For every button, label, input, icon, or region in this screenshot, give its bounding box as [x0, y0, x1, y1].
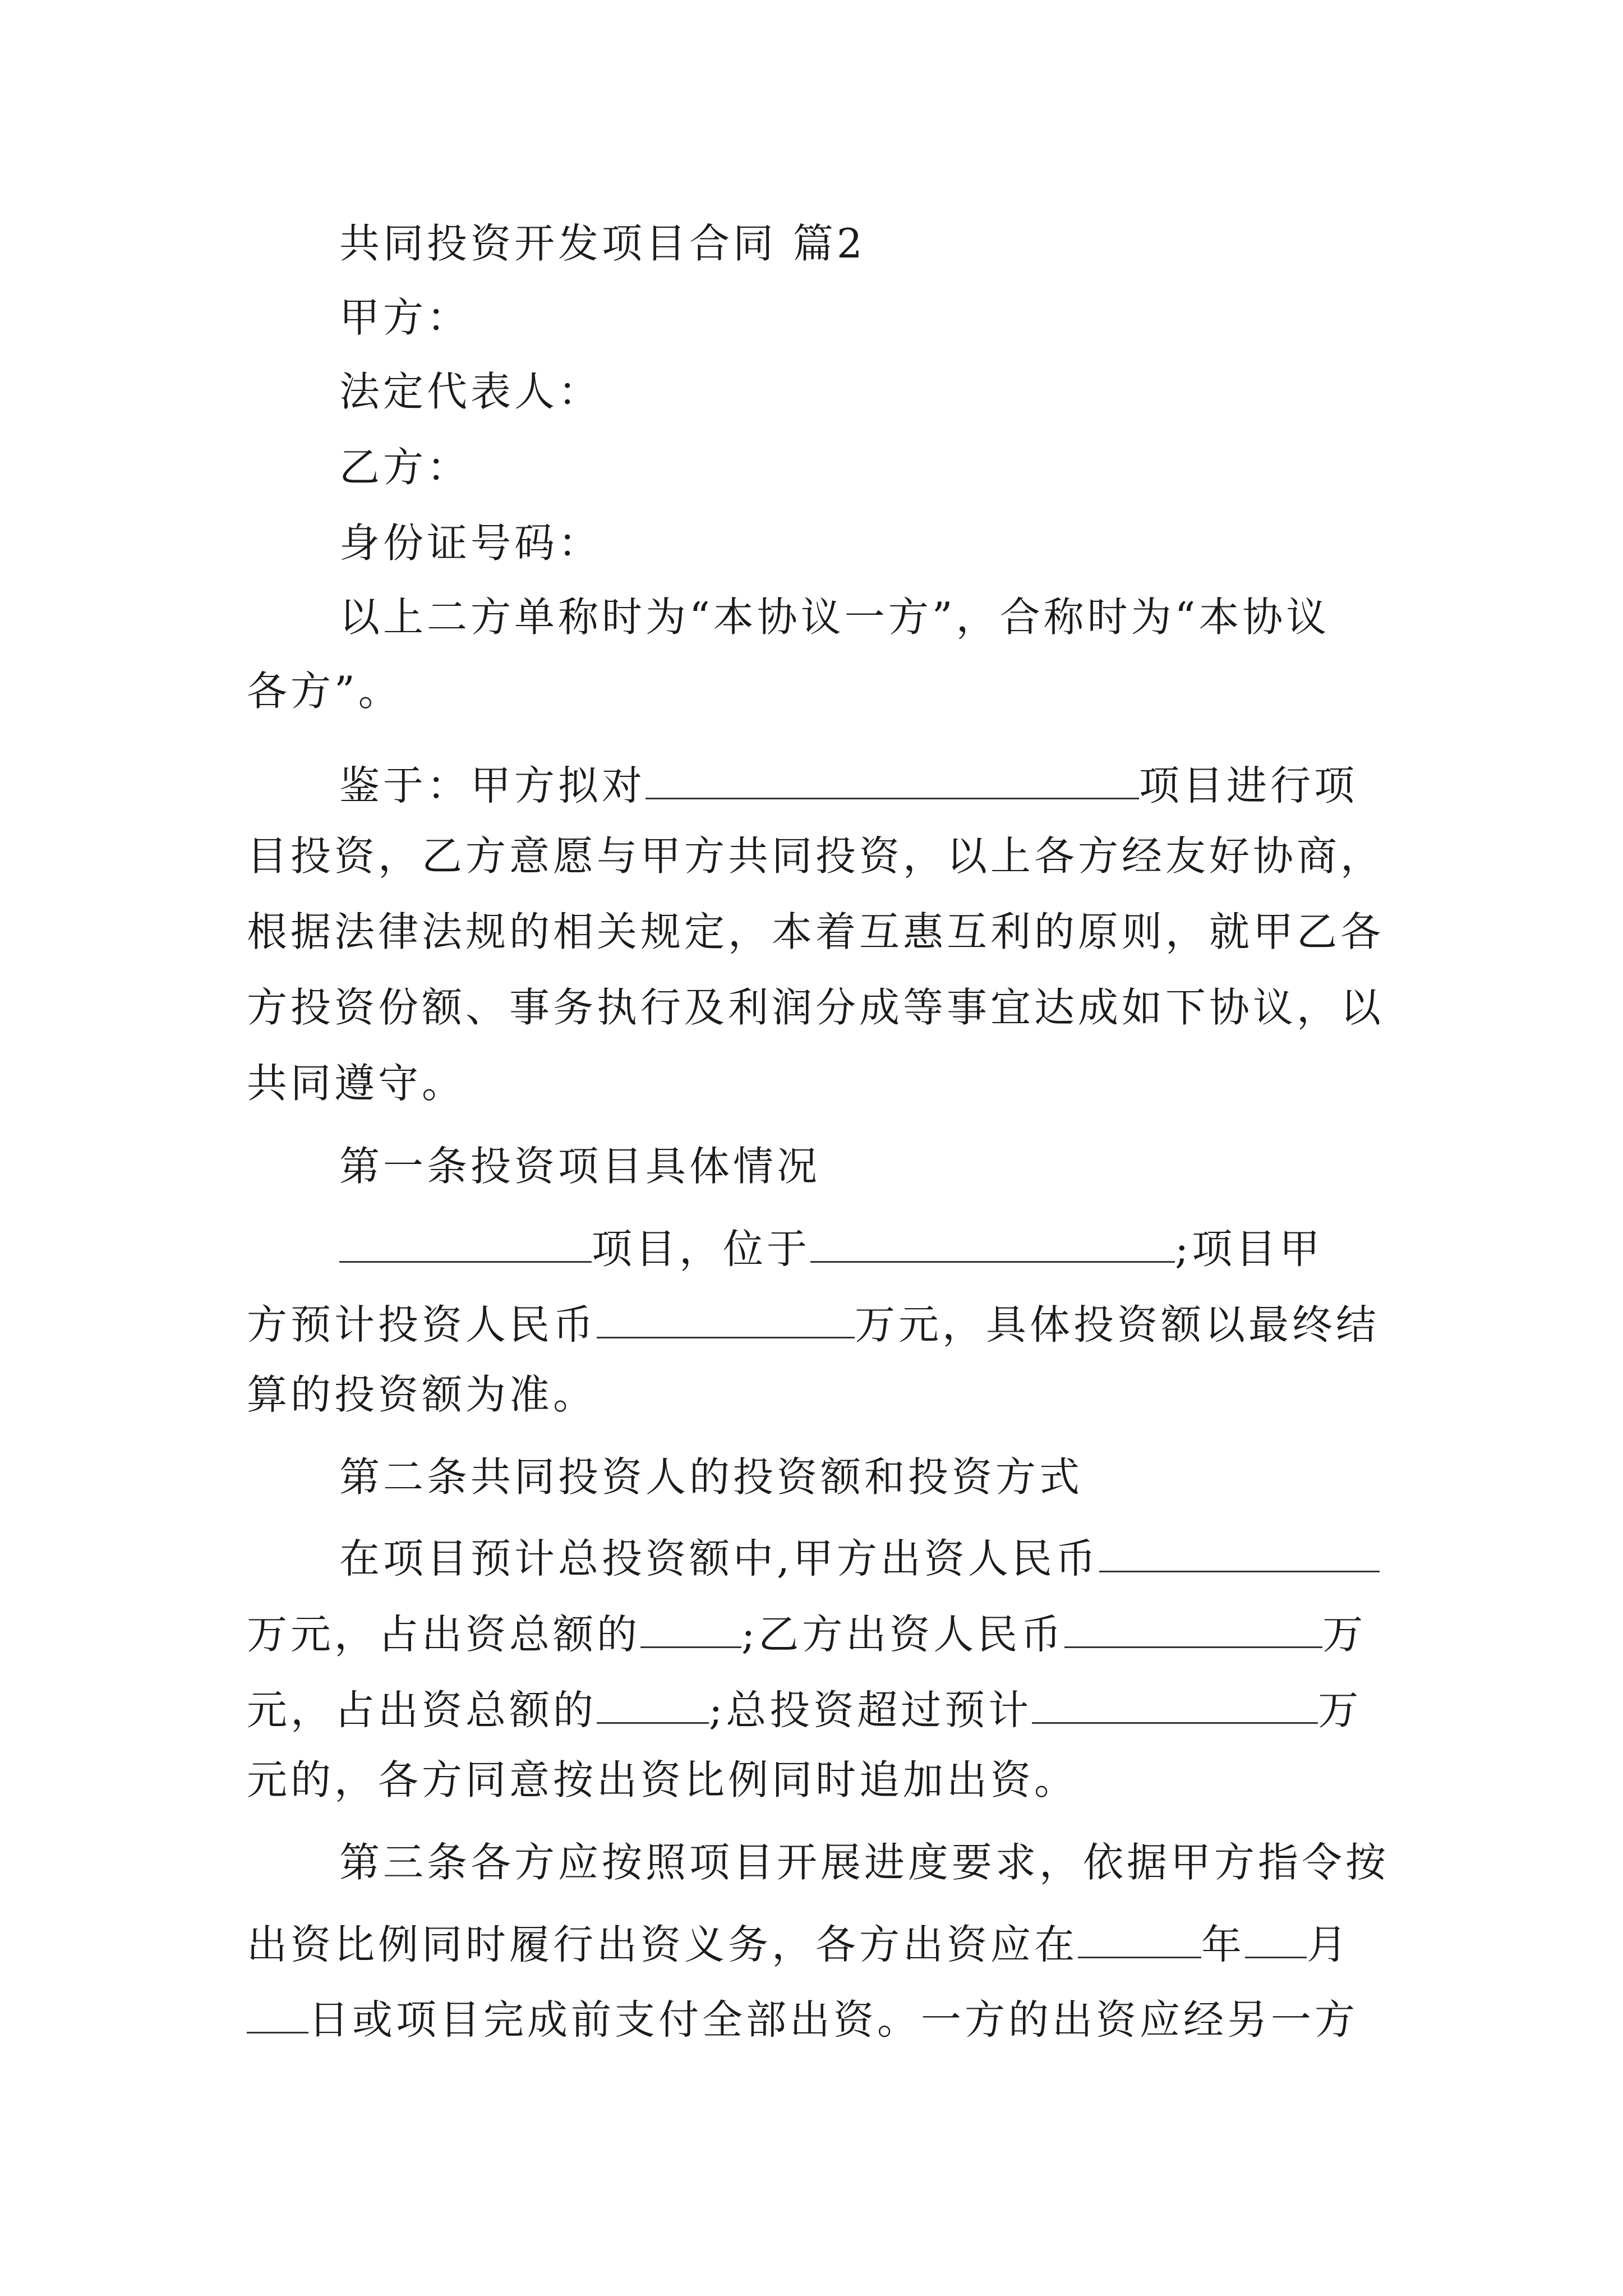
article-2-text-3c: 万 — [1318, 1686, 1362, 1734]
article-1-line-3 — [247, 1371, 597, 1418]
location-blank[interactable] — [810, 1223, 1175, 1263]
whereas-text-1a: 鉴于：甲方拟对 — [339, 762, 646, 809]
article-2-line-4 — [247, 1756, 1078, 1803]
intro-text-1: 以上二方单称时为“本协议一方”，合称时为“本协议 — [339, 593, 1330, 641]
whereas-line-1 — [339, 760, 1358, 809]
whereas-text-5: 共同遵守。 — [247, 1060, 466, 1107]
article-1-text-2a: 方预计投资人民币 — [247, 1301, 597, 1349]
article-2-text-3a: 元，占出资总额的 — [247, 1686, 597, 1734]
article-3-text-2b: 年 — [1201, 1921, 1246, 1968]
article-2-text-4: 元的，各方同意按出资比例同时追加出资。 — [247, 1756, 1078, 1803]
project-name-blank[interactable] — [645, 760, 1139, 799]
article-1-text-1a: 项目，位于 — [592, 1225, 811, 1273]
article-2-line-2 — [247, 1608, 1367, 1658]
legal-rep-label — [339, 368, 602, 415]
whereas-text-3: 根据法律法规的相关规定，本着互惠互利的原则，就甲乙各 — [247, 908, 1385, 955]
article-3-text-2c: 月 — [1307, 1921, 1351, 1968]
article-2-heading-text: 第二条共同投资人的投资额和投资方式 — [339, 1453, 1083, 1501]
id-number-text: 身份证号码： — [339, 519, 602, 567]
whereas-line-2 — [247, 832, 1385, 880]
whereas-line-4 — [247, 984, 1385, 1031]
party-b-label — [339, 444, 471, 491]
whereas-line-5 — [247, 1060, 466, 1107]
whereas-text-2: 目投资，乙方意愿与甲方共同投资，以上各方经友好协商， — [247, 832, 1385, 880]
article-1-heading-text: 第一条投资项目具体情况 — [339, 1143, 821, 1190]
day-blank[interactable] — [247, 1994, 308, 2033]
article-3-line-2 — [247, 1918, 1351, 1968]
party-b-amount-blank[interactable] — [1064, 1608, 1322, 1648]
project-blank[interactable] — [339, 1223, 592, 1263]
party-a-label — [339, 294, 471, 341]
month-blank[interactable] — [1245, 1918, 1307, 1958]
year-blank[interactable] — [1078, 1918, 1201, 1958]
whereas-text-4: 方投资份额、事务执行及利润分成等事宜达成如下协议，以 — [247, 984, 1385, 1031]
article-3-text-2a: 出资比例同时履行出资义务，各方出资应在 — [247, 1921, 1078, 1968]
intro-text-2: 各方”。 — [247, 668, 402, 715]
legal-rep-text: 法定代表人： — [339, 368, 602, 415]
investment-amount-blank[interactable] — [597, 1299, 855, 1338]
article-1-text-3: 算的投资额为准。 — [247, 1371, 597, 1418]
party-a-amount-blank[interactable] — [1099, 1533, 1380, 1572]
article-2-line-3 — [247, 1684, 1362, 1734]
article-2-text-2c: 万 — [1322, 1611, 1367, 1658]
article-1-line-1 — [339, 1223, 1324, 1273]
article-2-text-3b: ;总投资超过预计 — [709, 1686, 1032, 1734]
id-number-label — [339, 519, 602, 567]
article-1-heading — [339, 1143, 821, 1190]
article-2-line-1 — [339, 1533, 1380, 1582]
article-2-text-2b: ;乙方出资人民币 — [741, 1611, 1065, 1658]
article-1-text-1b: ;项目甲 — [1175, 1225, 1324, 1273]
party-a-text: 甲方： — [339, 294, 471, 341]
article-3-text-1: 第三条各方应按照项目开展进度要求，依据甲方指令按 — [339, 1839, 1390, 1886]
whereas-text-1b: 项目进行项 — [1139, 762, 1358, 809]
party-a-share-blank[interactable] — [640, 1608, 741, 1648]
article-2-heading — [339, 1453, 1083, 1501]
party-b-text: 乙方： — [339, 444, 471, 491]
excess-amount-blank[interactable] — [1032, 1684, 1318, 1724]
article-1-line-2 — [247, 1299, 1380, 1349]
article-2-text-1a: 在项目预计总投资额中,甲方出资人民币 — [339, 1535, 1099, 1582]
intro-line-2 — [247, 668, 402, 715]
document-title — [339, 220, 866, 267]
article-2-text-2a: 万元，占出资总额的 — [247, 1611, 641, 1658]
intro-line-1 — [339, 593, 1330, 641]
article-3-line-3 — [247, 1994, 1359, 2044]
title-text: 共同投资开发项目合同 篇2 — [339, 220, 866, 267]
article-3-line-1 — [339, 1839, 1390, 1886]
article-1-text-2b: 万元，具体投资额以最终结 — [855, 1301, 1380, 1349]
article-3-text-3a: 日或项目完成前支付全部出资。一方的出资应经另一方 — [308, 1996, 1359, 2044]
whereas-line-3 — [247, 908, 1385, 955]
party-b-share-blank[interactable] — [597, 1684, 709, 1724]
